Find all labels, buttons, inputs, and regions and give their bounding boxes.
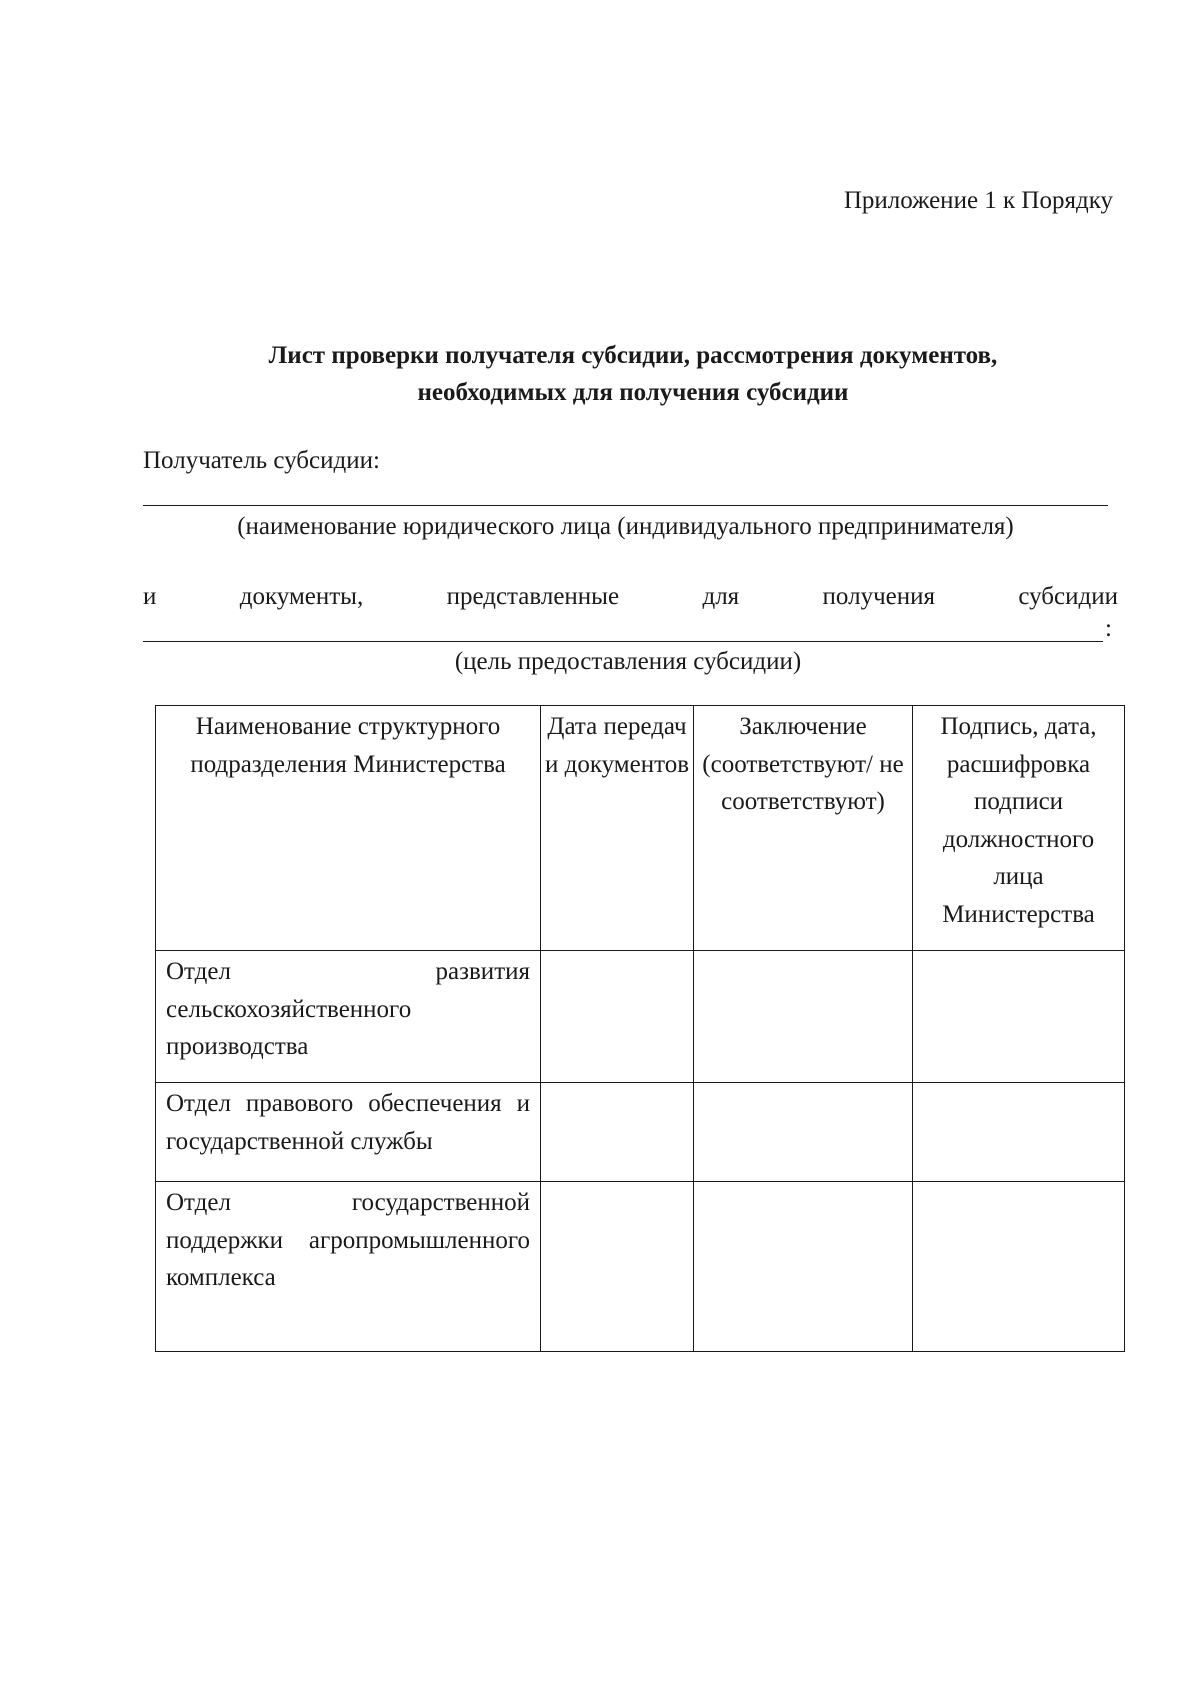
subsidy-purpose-caption: (цель предоставления субсидии) — [454, 648, 802, 675]
subsidy-purpose-blank-line — [143, 641, 1103, 642]
department-cell: Отдел правового обеспечения и государственной службы — [156, 1083, 541, 1182]
department-cell: Отдел государственной поддержки агропромышленного комплекса — [156, 1182, 541, 1352]
conclusion-cell[interactable] — [694, 1083, 913, 1182]
transfer-date-cell[interactable] — [541, 1182, 694, 1352]
transfer-date-cell[interactable] — [541, 951, 694, 1083]
signature-cell[interactable] — [913, 1182, 1125, 1352]
documents-word: получения — [822, 583, 935, 610]
document-title-line-1: Лист проверки получателя субсидии, рассмотрения документов, — [268, 342, 998, 369]
documents-word: для — [702, 583, 740, 610]
table-header-row — [156, 706, 1125, 951]
table-row — [156, 1083, 1125, 1182]
signature-cell[interactable] — [913, 1083, 1125, 1182]
column-header-signature: Подпись, дата, расшифровка подписи должностного лица Министерства — [913, 706, 1125, 951]
recipient-label: Получатель субсидии: — [143, 447, 380, 474]
documents-word: и — [143, 583, 157, 610]
transfer-date-cell[interactable] — [541, 1083, 694, 1182]
column-header-department: Наименование структурного подразделения Министерства — [156, 706, 541, 951]
documents-word: представленные — [446, 583, 620, 610]
recipient-name-blank-line — [143, 505, 1108, 506]
signature-cell[interactable] — [913, 951, 1125, 1083]
documents-word: субсидии — [1018, 583, 1118, 610]
column-header-transfer-date: Дата передачи документов — [541, 706, 694, 951]
review-table — [155, 705, 1125, 1352]
conclusion-cell[interactable] — [694, 1182, 913, 1352]
documents-word: документы, — [239, 583, 364, 610]
department-cell: Отдел развития сельскохозяйственного производства — [156, 951, 541, 1083]
table-row — [156, 1182, 1125, 1352]
document-title — [0, 337, 1200, 411]
column-header-conclusion: Заключение (соответствуют/ не соответствуют) — [694, 706, 913, 951]
documents-statement — [143, 580, 1118, 614]
recipient-name-caption: (наименование юридического лица (индивидуального предпринимателя) — [237, 513, 1014, 540]
document-title-line-2: необходимых для получения субсидии — [417, 379, 849, 406]
appendix-reference: Приложение 1 к Порядку — [843, 187, 1113, 214]
table-row — [156, 951, 1125, 1083]
conclusion-cell[interactable] — [694, 951, 913, 1083]
subsidy-purpose-colon: : — [1105, 615, 1112, 642]
